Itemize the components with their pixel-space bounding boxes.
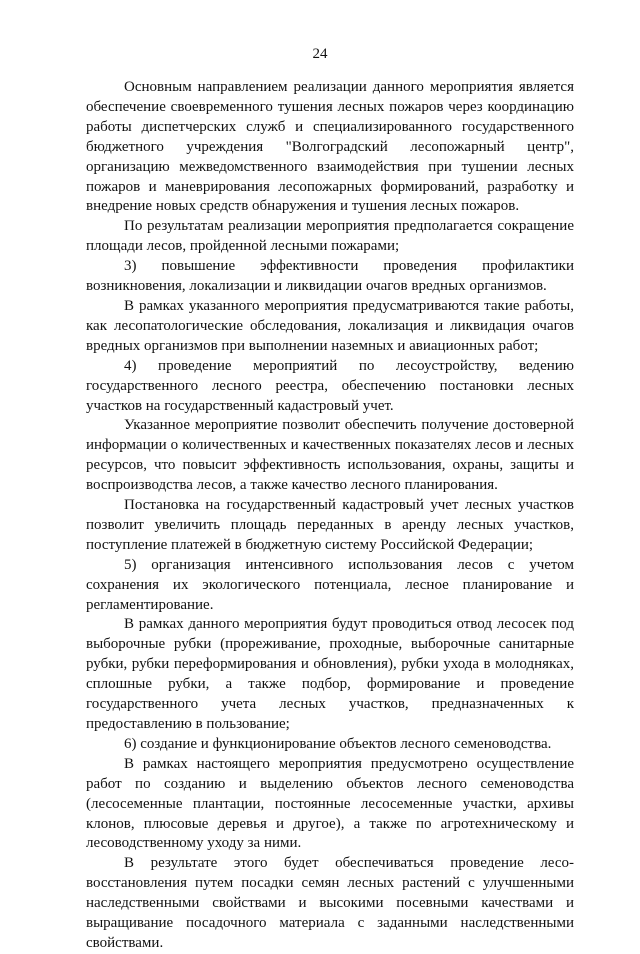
paragraph-item-4-info: Указанное мероприятие позволит обеспечить получение достоверной информации о количественных и качественных показателях лесов и лесных ресурсов, что повысит эффективность использования, охраны, защиты и воспроизводства лесов, а также качество лесного планирования. xyxy=(86,417,574,494)
paragraph-item-6-result: В результате этого будет обеспечиваться проведение лесо-восстановления путем посадки семян лесных растений с улучшенными наследственными свойствами и высокими посевными качествами и выращивание посадочного материала с заданными наследственными свойствами. xyxy=(86,855,574,951)
paragraph-item-6-works: В рамках настоящего мероприятия предусмотрено осуществление работ по созданию и выделению объектов лесного семеноводства (лесосеменные плантации, постоянные лесосеменные участки, архивы клонов, плюсовые деревья и другое), а также по агротехническому и лесоводственному уходу за ними. xyxy=(86,755,574,852)
paragraph-item-5-works: В рамках данного мероприятия будут проводиться отвод лесосек под выборочные рубки (прореживание, проходные, выборочные санитарные рубки, рубки переформирования и обновления), рубки ухода в молодняках, сплошные рубки, а также подбор, формирование и проведение государственного учета лесных участков, предназначенных к предоставлению в пользование; xyxy=(86,616,574,732)
paragraph-item-4: 4) проведение мероприятий по лесоустройству, ведению государственного лесного реестра, обеспечению постановки лесных участков на государственный кадастровый учет. xyxy=(86,357,574,414)
paragraph-main-direction: Основным направлением реализации данного мероприятия является обеспечение своевременного тушения лесных пожаров через координацию работы диспетчерских служб и специализированного государственного бюджетного учреждения "Волгоградский лесопожарный центр", организацию межведомственного взаимодействия при тушении лесных пожаров и маневрирования лесопожарных формирований, разработку и внедрение новых средств обнаружения и тушения лесных пожаров. xyxy=(86,79,574,215)
paragraph-item-3: 3) повышение эффективности проведения профилактики возникновения, локализации и ликвидации очагов вредных организмов. xyxy=(86,258,574,295)
paragraph-item-6: 6) создание и функционирование объектов лесного семеноводства. xyxy=(124,735,552,752)
paragraph-item-4-cadastre: Постановка на государственный кадастровый учет лесных участков позволит увеличить площадь переданных в аренду лесных участков, поступление платежей в бюджетную систему Российской Федерации; xyxy=(86,497,574,553)
document-body xyxy=(86,78,574,954)
paragraph-expected-result: По результатам реализации мероприятия предполагается сокращение площади лесов, пройденной лесными пожарами; xyxy=(86,218,574,255)
page-number: 24 xyxy=(312,46,328,62)
paragraph-item-5: 5) организация интенсивного использования лесов с учетом сохранения их экологического потенциала, лесное планирование и регламентирование. xyxy=(86,556,574,613)
paragraph-item-3-works: В рамках указанного мероприятия предусматриваются такие работы, как лесопатологические обследования, локализация и ликвидация очагов вредных организмов при выполнении наземных и авиационных работ; xyxy=(86,297,574,354)
